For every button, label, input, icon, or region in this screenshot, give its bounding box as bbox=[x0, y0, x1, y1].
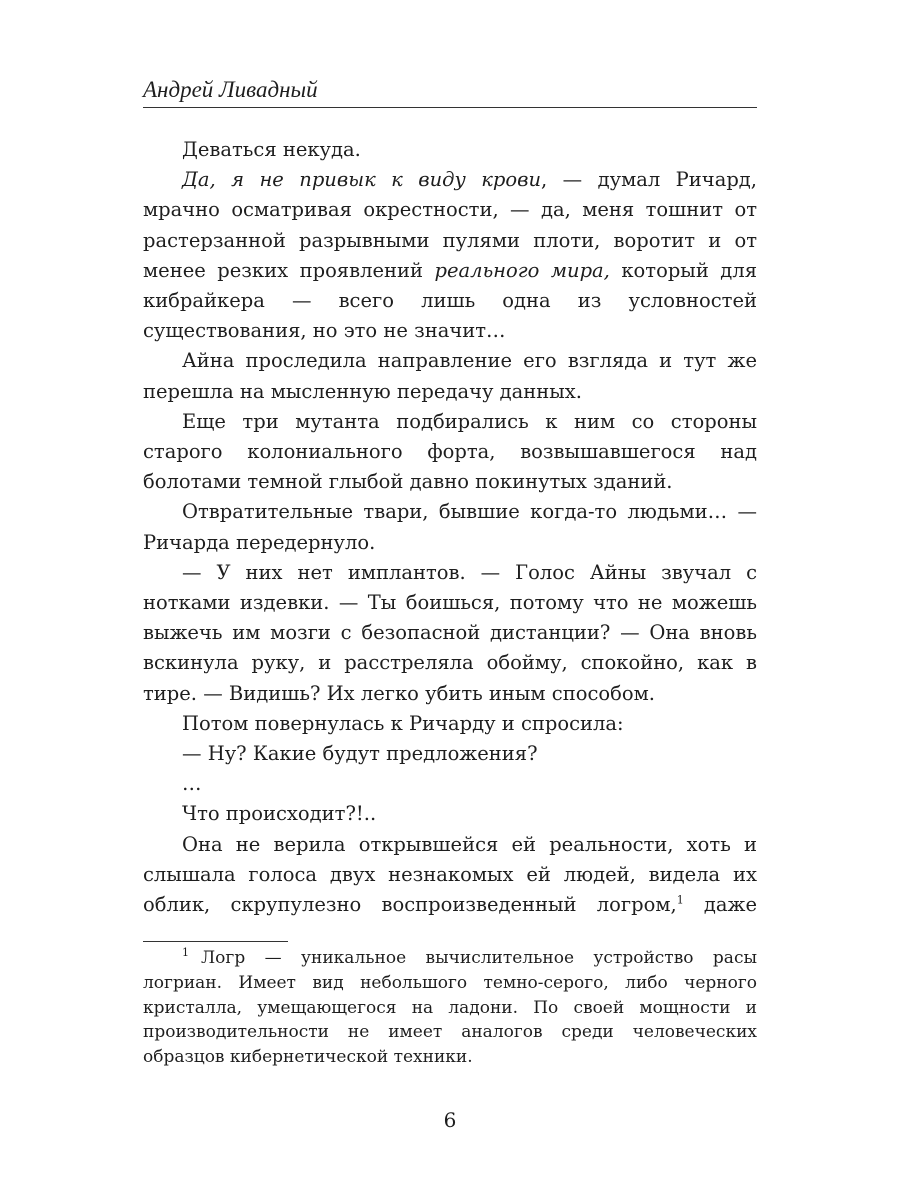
footnote-divider bbox=[143, 941, 288, 942]
paragraph bbox=[143, 830, 757, 921]
body-text bbox=[143, 135, 757, 920]
paragraph: Потом повернулась к Ричарду и спросила: bbox=[182, 711, 624, 735]
paragraph: … bbox=[182, 772, 202, 796]
paragraph: Айна проследила направление его взгляда и тут же перешла на мысленную передачу данных. bbox=[143, 349, 757, 403]
paragraph: — Ну? Какие будут предложения? bbox=[182, 742, 538, 766]
text-run: даже bbox=[683, 893, 757, 917]
paragraph bbox=[143, 165, 757, 346]
footnote-marker[interactable]: 1 bbox=[676, 893, 684, 907]
text-run: который для кибрайкера — всего лишь одна из условностей существования, но это не значит… bbox=[143, 258, 758, 343]
paragraph: Что происходит?!.. bbox=[182, 802, 377, 826]
running-head: Андрей Ливадный bbox=[143, 76, 757, 108]
paragraph: Деваться некуда. bbox=[182, 138, 361, 161]
italic-phrase: реального мира, bbox=[434, 258, 610, 282]
footnote-number: 1 bbox=[182, 946, 189, 960]
text-run: Она не верила открывшейся ей реальности, хоть и слышала голоса двух незнакомых ей людей, видела их облик, скрупулезно воспроизведенный логром, bbox=[143, 832, 757, 917]
paragraph: — У них нет имплантов. — Голос Айны звучал с нотками издевки. — Ты боишься, потому что не можешь выжечь им мозги с безопасной дистанции? — Она вновь вскинула руку, и расстреляла обойму, спокойно, как в тире. — Видишь? Их легко убить иным способом. bbox=[143, 560, 757, 705]
page-number: 6 bbox=[443, 1108, 457, 1132]
footnote-text: Логр — уникальное вычислительное устройство расы логриан. Имеет вид небольшого темно-серого, либо черного кристалла, умещающегося на ладони. По своей мощности и производительности не имеет аналогов среди человеческих образцов кибернетической техники. bbox=[143, 948, 757, 1068]
text-run: , — думал Ричард, мрачно осматривая окрестности, — да, меня тошнит от растерзанной разрывными пулями плоти, воротит и от менее резких проявлений bbox=[143, 168, 758, 282]
footnote bbox=[143, 946, 757, 1070]
italic-thought: Да, я не привык к виду крови bbox=[182, 168, 542, 192]
paragraph: Еще три мутанта подбирались к ним со стороны старого колониального форта, возвышавшегося над болотами темной глыбой давно покинутых зданий. bbox=[143, 409, 757, 494]
paragraph: Отвратительные твари, бывшие когда-то людьми… — Ричарда передернуло. bbox=[143, 500, 757, 554]
